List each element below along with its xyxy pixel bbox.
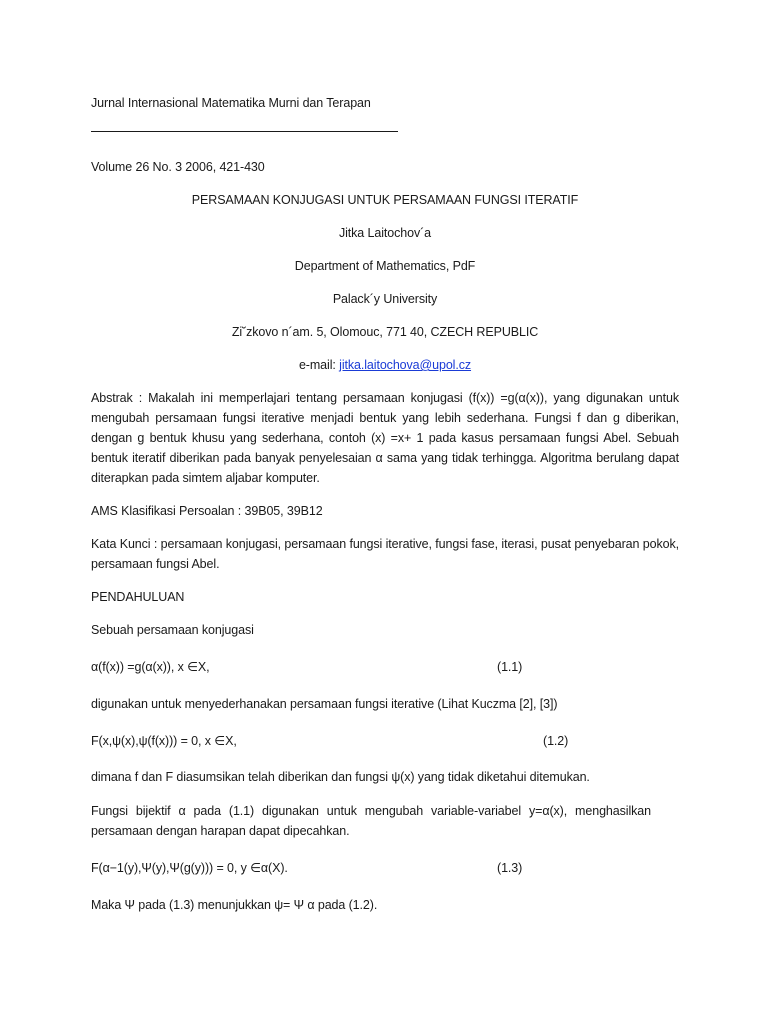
equation-1-3: F(α−1(y),Ψ(y),Ψ(g(y))) = 0, y ∈α(X). (91, 861, 288, 875)
abstract-paragraph: Abstrak : Makalah ini memperlajari tentang persamaan konjugasi (f(x)) =g(α(x)), yang digunakan untuk mengubah persamaan fungsi iterative menjadi bentuk yang lebih sederhana. Fungsi f dan g diberikan, dengan g bentuk khusu yang sederhana, contoh (x) =x+ 1 pada kasus persamaan fungsi Abel. Sebuah bentuk iteratif diberikan pada banyak penyelesaian α sama yang tidak terhingga. Algoritma berulang dapat diterapkan pada simtem aljabar komputer. (91, 391, 679, 485)
body-paragraph-1: Sebuah persamaan konjugasi (91, 623, 254, 637)
equation-1-3-number: (1.3) (497, 861, 523, 875)
ams-classification: AMS Klasifikasi Persoalan : 39B05, 39B12 (91, 504, 323, 518)
email-label: e-mail: (298, 358, 340, 372)
equation-1-1: α(f(x)) =g(α(x)), x ∈X, (91, 660, 210, 674)
body-paragraph-4: Fungsi bijektif α pada (1.1) digunakan untuk mengubah variable-variabel y=α(x), menghasilkan persamaan dengan harapan dapat dipecahkan. (91, 804, 651, 838)
document-page (91, 0, 679, 1024)
author-name: Jitka Laitochov´a (338, 226, 432, 240)
author-university: Palack´y University (332, 292, 438, 306)
author-email-line (91, 355, 679, 375)
body-paragraph-3: dimana f dan F diasumsikan telah diberikan dan fungsi ψ(x) yang tidak diketahui ditemukan. (91, 770, 590, 784)
author-address: Zi˘zkovo n´am. 5, Olomouc, 771 40, CZECH REPUBLIC (231, 325, 539, 339)
equation-1-2: F(x,ψ(x),ψ(f(x))) = 0, x ∈X, (91, 734, 237, 748)
author-department: Department of Mathematics, PdF (294, 259, 476, 273)
article-title: PERSAMAAN KONJUGASI UNTUK PERSAMAAN FUNGSI ITERATIF (191, 193, 579, 207)
body-paragraph-5: Maka Ψ pada (1.3) menunjukkan ψ= Ψ α pada (1.2). (91, 898, 378, 912)
body-paragraph-2: digunakan untuk menyederhanakan persamaan fungsi iterative (Lihat Kuczma [2], [3]) (91, 697, 558, 711)
journal-title: Jurnal Internasional Matematika Murni dan Terapan (91, 96, 371, 110)
keywords-paragraph: Kata Kunci : persamaan konjugasi, persamaan fungsi iterative, fungsi fase, iterasi, pusat penyebaran pokok, persamaan fungsi Abel. (91, 537, 679, 571)
equation-1-2-number: (1.2) (543, 734, 569, 748)
section-heading: PENDAHULUAN (91, 590, 185, 604)
journal-volume: Volume 26 No. 3 2006, 421-430 (91, 160, 265, 174)
email-link[interactable]: jitka.laitochova@upol.cz (339, 358, 472, 372)
equation-1-1-number: (1.1) (497, 660, 523, 674)
separator-rule (91, 131, 398, 132)
